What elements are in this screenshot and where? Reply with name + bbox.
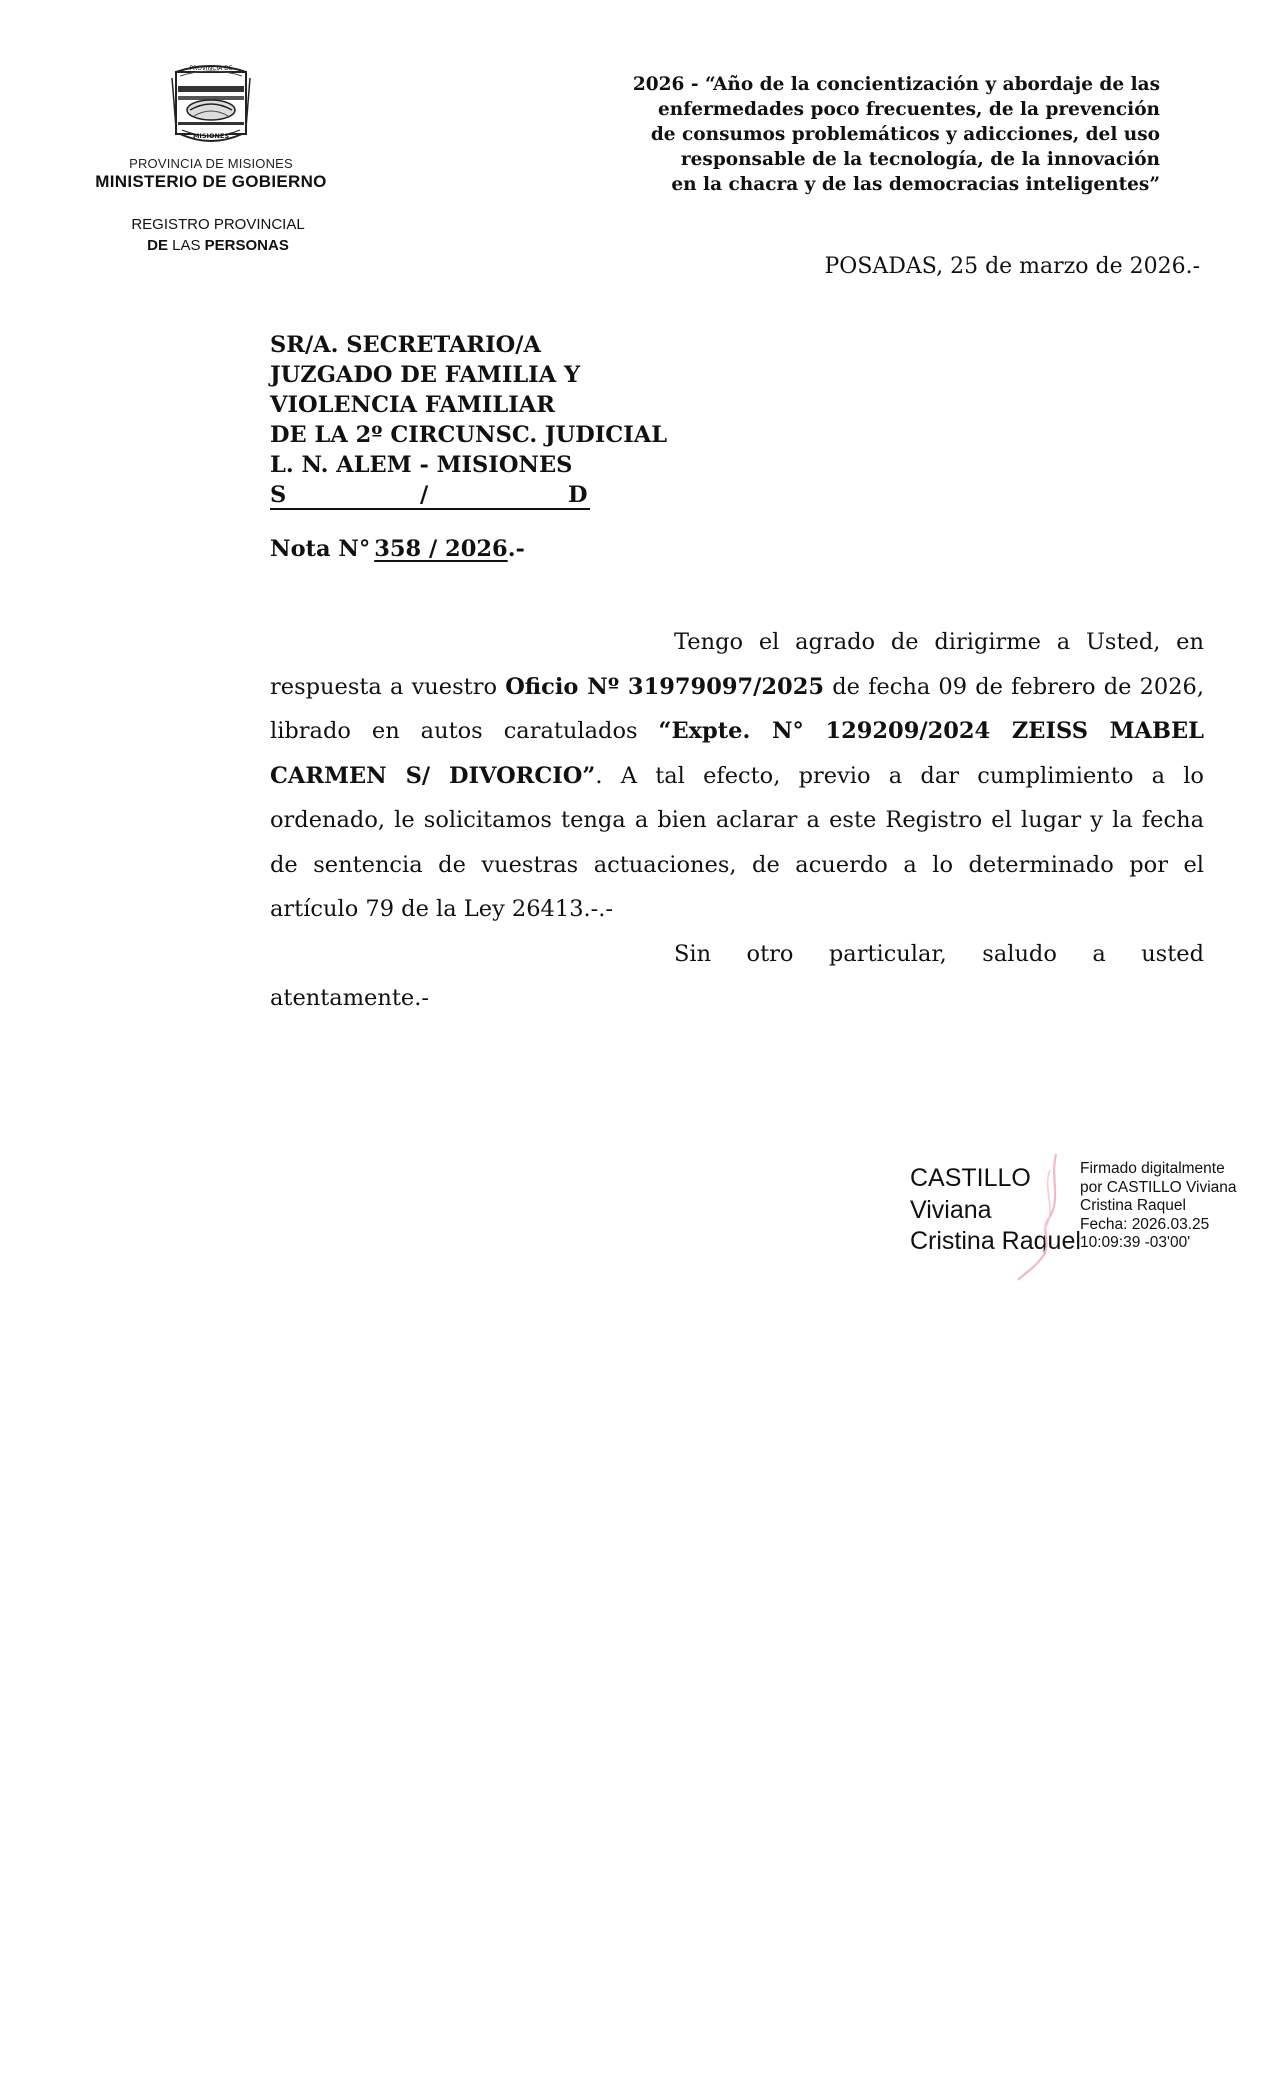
oficio-reference: Oficio Nº 31979097/2025 <box>505 673 825 700</box>
signature-meta-line-4: Fecha: 2026.03.25 <box>1080 1215 1210 1233</box>
motto-line-5: en la chacra y de las democracias inteligentes” <box>671 174 1160 195</box>
note-number <box>270 536 525 562</box>
seal-text-top: PROVINCIA DE <box>189 65 233 72</box>
addressee-line-5: L. N. ALEM - MISIONES <box>270 452 573 478</box>
addressee-line-3: VIOLENCIA FAMILIAR <box>270 392 555 418</box>
addressee-line-1: SR/A. SECRETARIO/A <box>270 332 541 358</box>
signature-meta-line-3: Cristina Raquel <box>1080 1197 1186 1214</box>
signature-meta-line-2: por CASTILLO Viviana <box>1080 1178 1237 1196</box>
registry-line-2-b: LAS <box>172 237 201 254</box>
note-suffix: .- <box>507 536 525 562</box>
motto-line-3: de consumos problemáticos y adicciones, del uso <box>650 124 1160 145</box>
addressee-block <box>270 330 790 510</box>
digital-signature-details <box>1080 1160 1260 1253</box>
registry-line-2 <box>98 235 338 256</box>
addressee-line-4: DE LA 2º CIRCUNSC. JUDICIAL <box>270 422 668 448</box>
su-despacho-line <box>270 480 590 510</box>
year-motto <box>560 72 1160 197</box>
signature-meta-line-5: 10:09:39 -03'00' <box>1080 1234 1191 1251</box>
body-paragraph-2: Sin otro particular, saludo a usted atentamente.- <box>270 940 1204 1011</box>
body-paragraph-1 <box>270 620 1204 932</box>
signature-meta-line-1: Firmado digitalmente <box>1080 1160 1225 1177</box>
body-p1-b: de fecha 09 de febrero de 2026, librado en autos caratulados <box>270 673 1205 744</box>
motto-line-1: 2026 - “Año de la concientización y abordaje de las <box>632 74 1160 95</box>
signer-name-line-1: CASTILLO <box>910 1164 1031 1192</box>
ministry-logo <box>86 58 336 192</box>
note-label: Nota N° <box>270 536 371 562</box>
place-and-date: POSADAS, 25 de marzo de 2026.- <box>824 254 1200 279</box>
registry-name <box>98 214 338 256</box>
addressee-line-2: JUZGADO DE FAMILIA Y <box>270 362 581 388</box>
motto-line-2: enfermedades poco frecuentes, de la prevención <box>658 99 1160 120</box>
signer-name-line-3: Cristina Raquel <box>910 1227 1081 1255</box>
registry-line-1: REGISTRO PROVINCIAL <box>131 216 305 233</box>
note-number-value: 358 / 2026 <box>374 536 508 562</box>
expediente-reference: “Expte. N° 129209/2024 ZEISS MABEL CARMEN S/ DIVORCIO” <box>270 718 1204 789</box>
registry-line-2-a: DE <box>147 237 168 254</box>
motto-line-4: responsable de la tecnología, de la innovación <box>680 149 1160 170</box>
seal-text-bottom: MISIONES <box>192 132 230 140</box>
digital-signature-mark-icon <box>1010 1150 1070 1285</box>
sd-slash: / <box>420 482 429 508</box>
provincia-de-misiones-seal-icon <box>168 58 254 148</box>
body-p1-c: . A tal efecto, previo a dar cumplimiento a lo ordenado, le solicitamos tenga a bien aclarar a este Registro el lugar y la fecha de sentencia de vuestras actuaciones, de acuerdo a lo determinado por el artículo 79 de la Ley 26413.-.- <box>270 762 1204 922</box>
sd-underline <box>270 508 590 510</box>
sd-s: S <box>270 482 287 508</box>
signer-name-line-2: Viviana <box>910 1195 992 1224</box>
letter-body <box>270 620 1204 1021</box>
province-name: PROVINCIA DE MISIONES <box>129 156 293 171</box>
sd-d: D <box>568 482 588 508</box>
registry-line-2-c: PERSONAS <box>204 237 289 254</box>
ministry-name: MINISTERIO DE GOBIERNO <box>95 172 327 191</box>
body-p1-a: Tengo el agrado de dirigirme a Usted, en respuesta a vuestro <box>270 629 1204 700</box>
